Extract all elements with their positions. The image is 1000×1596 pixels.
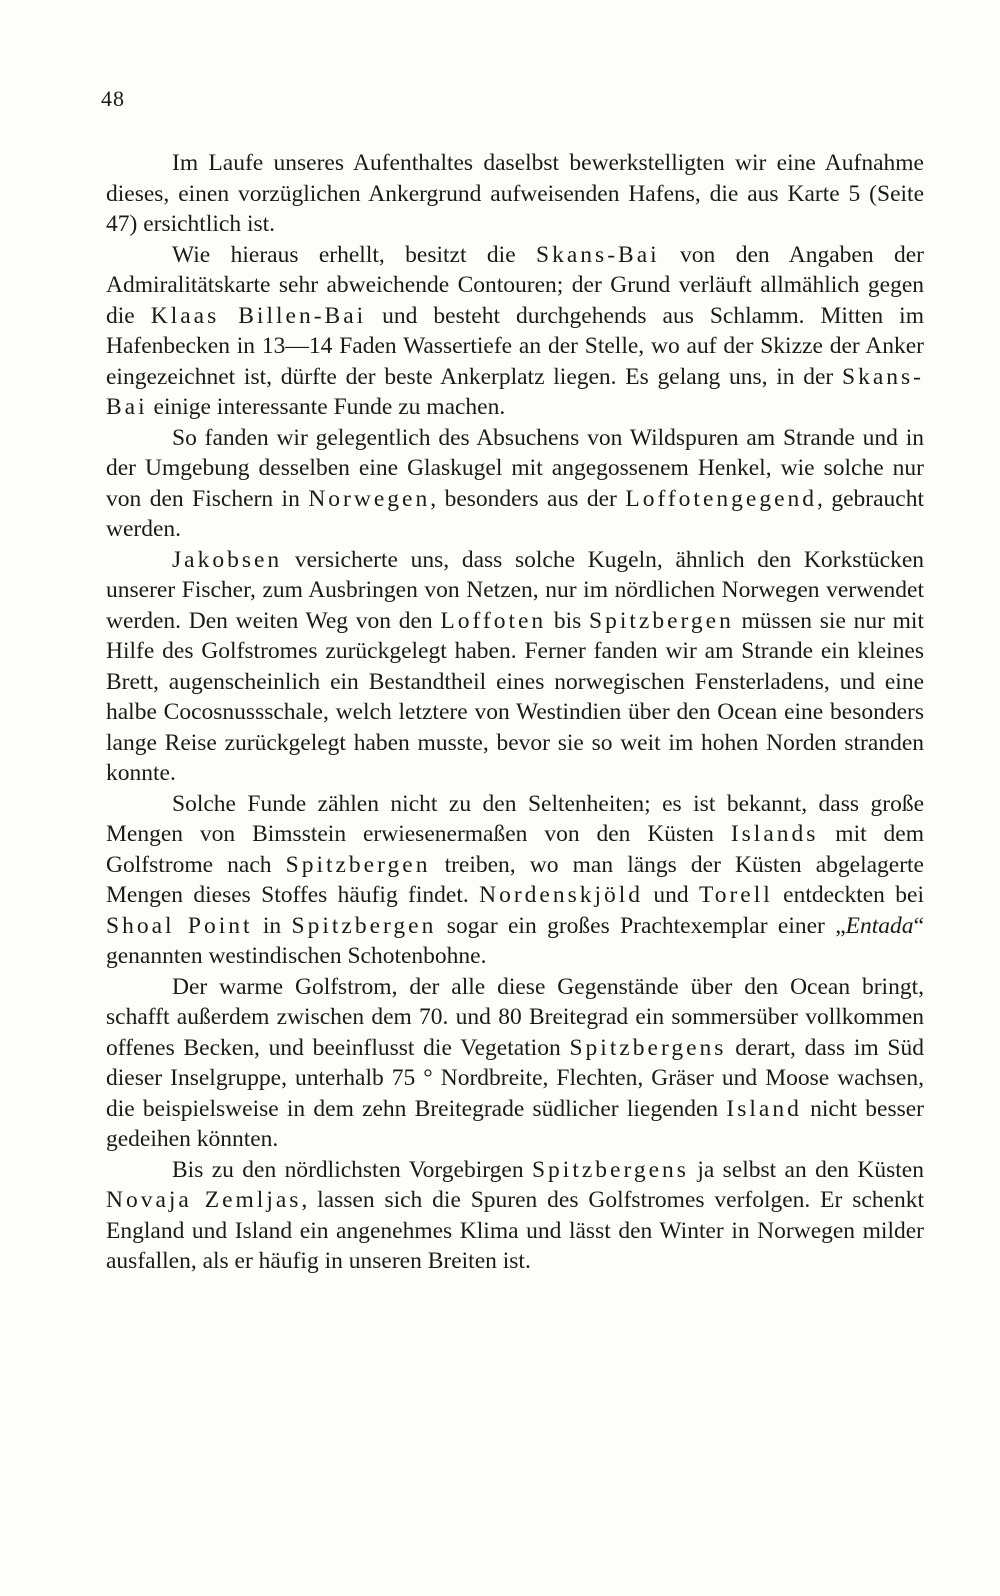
text-run: nicht besser gedeihen könnten. [106, 1095, 924, 1152]
spaced-name: Skans-Bai [106, 363, 924, 420]
text-run: entdeckten bei [772, 882, 925, 908]
text-run: , besonders aus der [430, 485, 626, 512]
text-run: bis [546, 607, 590, 634]
spaced-name: Islands [730, 821, 819, 847]
text-run: Der warme Golfstrom, der alle diese Gegenstände über den Ocean bringt, schafft außerdem zwischen dem 70. und 80 Breitegrad ein sommersüber vollkommen offenes Becken, und beeinflusst die Vegetation [106, 973, 924, 1061]
text-run: Bis zu den nördlichsten Vorgebirgen [172, 1156, 532, 1183]
spaced-name: Skans-Bai [536, 241, 660, 268]
text-run: mit dem Golfstrome nach [106, 821, 925, 878]
spaced-name: Island [726, 1095, 802, 1122]
spaced-name: Jakobsen [172, 546, 283, 573]
text-run: und besteht durchgehends aus Schlamm. Mitten im Hafenbecken in 13—14 Faden Wassertiefe an der Stelle, wo auf der Skizze der Anker eingezeichnet ist, dürfte der beste Ankerplatz liegen. Es gelang uns, in der [106, 302, 924, 390]
spaced-name: Loffotengegend [625, 485, 817, 512]
text-run: in [252, 912, 292, 939]
text-run: von den Angaben der Admiralitätskarte sehr abweichende Contouren; der Grund verläuft allmählich gegen die [106, 241, 924, 329]
paragraph [106, 545, 924, 789]
spaced-name: Torell [699, 882, 773, 908]
body-text [106, 148, 924, 1277]
paragraph [106, 972, 924, 1155]
paragraph [106, 423, 924, 545]
text-run: So fanden wir gelegentlich des Absuchens von Wildspuren am Strande und in der Umgebung desselben eine Glaskugel mit angegossenem Henkel, wie solche nur von den Fischern in [106, 424, 924, 512]
spaced-name: Loffoten [440, 607, 547, 634]
spaced-name: Shoal Point [106, 912, 253, 939]
text-run: derart, dass im Süd dieser Inselgruppe, unterhalb 75 ° Nordbreite, Flechten, Gräser und Moose wachsen, die beispielsweise in dem zehn Breitegrade südlicher liegenden [106, 1034, 925, 1122]
paragraph [106, 148, 924, 240]
spaced-name: Novaja Zemljas [106, 1187, 302, 1213]
text-run: “ genannten westindischen Schotenbohne. [106, 912, 924, 969]
text-run: , lassen sich die Spuren des Golfstromes verfolgen. Er schenkt England und Island ein angenehmes Klima und lässt den Winter in Norwegen milder ausfallen, als er häufig in unseren Breiten ist. [106, 1187, 924, 1274]
spaced-name: Nordenskjöld [479, 882, 644, 908]
text-run: , gebraucht werden. [106, 485, 925, 542]
paragraph [106, 1155, 924, 1277]
spaced-name: Spitzbergens [531, 1156, 689, 1183]
page-number: 48 [101, 86, 125, 111]
text-run: sogar ein großes Prachtexemplar einer „ [436, 912, 846, 939]
spaced-name: Norwegen [308, 485, 431, 512]
paragraph [106, 789, 924, 972]
text-run: treiben, wo man längs der Küsten abgelagerte Mengen dieses Stoffes häufig findet. [106, 851, 924, 908]
spaced-name: Spitzbergens [569, 1034, 727, 1061]
text-run: müssen sie nur mit Hilfe des Golfstromes zurückgelegt haben. Ferner fanden wir am Strande ein kleines Brett, augenscheinlich ein Bestandtheil eines norwegischen Fensterladens, und eine halbe Cocosnussschale, welch letztere von Westindien über den Ocean eine besonders lange Reise zurückgelegt haben musste, bevor sie so weit im hohen Norden stranden konnte. [106, 607, 924, 786]
spaced-name: Spitzbergen [291, 912, 437, 939]
paragraph [106, 240, 924, 423]
italic-term: Entada [845, 912, 914, 939]
text-run: Im Laufe unseres Aufenthaltes daselbst bewerkstelligten wir eine Aufnahme dieses, einen vorzüglichen Ankergrund aufweisenden Hafens, die aus Karte 5 (Seite 47) ersichtlich ist. [106, 150, 924, 237]
spaced-name: Spitzbergen [589, 607, 734, 634]
spaced-name: Klaas Billen-Bai [150, 302, 367, 329]
text-run: versicherte uns, dass solche Kugeln, ähnlich den Korkstücken unserer Fischer, zum Ausbringen von Netzen, nur im nördlichen Norwegen verwendet werden. Den weiten Weg von den [106, 546, 924, 634]
text-run: Solche Funde zählen nicht zu den Seltenheiten; es ist bekannt, dass große Mengen von Bimsstein erwiesenermaßen von den Küsten [106, 790, 924, 847]
text-run: einige interessante Funde zu machen. [147, 394, 506, 420]
text-run: Wie hieraus erhellt, besitzt die [172, 241, 537, 268]
text-run: ja selbst an den Küsten [688, 1156, 924, 1183]
spaced-name: Spitzbergen [285, 851, 431, 878]
text-run: und [643, 882, 700, 908]
